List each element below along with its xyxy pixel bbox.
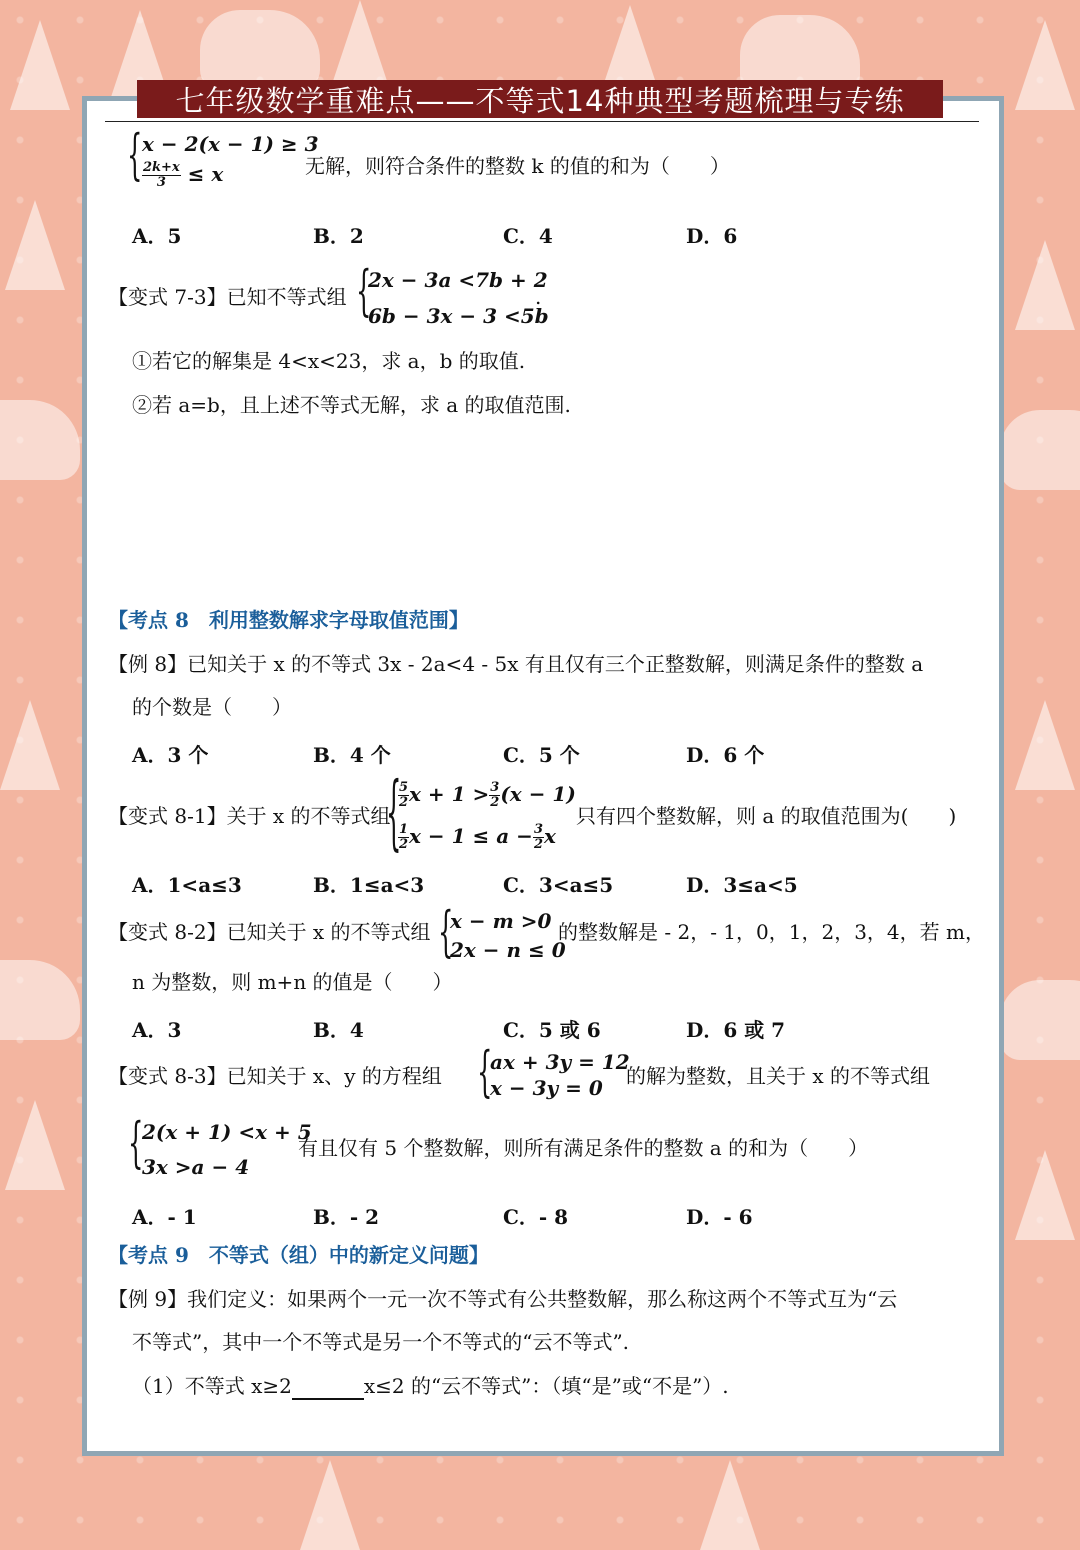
- frac-num: 1: [399, 822, 409, 837]
- ineq-rest: ≤ x: [187, 162, 224, 186]
- option-b: B．- 2: [313, 1205, 380, 1229]
- option-b: B．4 个: [313, 743, 391, 767]
- ineq-end: x: [543, 824, 556, 848]
- option-d: D．3≤a<5: [686, 873, 798, 897]
- sub-question: ①若它的解集是 4<x<23，求 a，b 的取值.: [132, 349, 526, 373]
- example-line: 【例 8】已知关于 x 的不等式 3x - 2a<4 - 5x 有且仅有三个正整数解，则满足条件的整数 a: [108, 652, 924, 676]
- tree-decoration: [330, 0, 390, 90]
- question-text: 的整数解是 - 2，- 1，0，1，2，3，4，若 m，: [558, 920, 985, 944]
- question-text: 只有四个整数解，则 a 的取值范围为( ): [576, 804, 957, 828]
- option-c: C．4: [503, 224, 553, 248]
- system-line: x − 3y = 0: [490, 1076, 603, 1100]
- option-d: D．6 个: [686, 743, 765, 767]
- option-a: A．3 个: [132, 743, 209, 767]
- option-a: A．3: [132, 1018, 182, 1042]
- system-line: [142, 160, 223, 190]
- system-line: [398, 780, 576, 810]
- example-line: 【例 9】我们定义：如果两个一元一次不等式有公共整数解，那么称这两个不等式互为“云: [108, 1287, 898, 1311]
- question-text: 有且仅有 5 个整数解，则所有满足条件的整数 a 的和为（ ）: [298, 1136, 869, 1160]
- frac-num: 3: [490, 780, 500, 795]
- option-c: C．- 8: [503, 1205, 569, 1229]
- question-text: 无解，则符合条件的整数 k 的值的和为（ ）: [305, 154, 730, 178]
- frac-num: 5: [399, 780, 409, 795]
- example-line: [132, 1372, 729, 1400]
- part-text: x≤2 的“云不等式”：（填“是”或“不是”）.: [363, 1374, 729, 1398]
- example-line: 的个数是（ ）: [132, 695, 292, 719]
- system-line: ax + 3y = 12: [490, 1050, 630, 1074]
- system-line: 2x − 3a <7b + 2: [368, 268, 548, 292]
- frac-den: 3: [156, 175, 166, 190]
- option-c: C．3<a≤5: [503, 873, 614, 897]
- tree-decoration: [1015, 240, 1075, 330]
- brace: {: [477, 1040, 493, 1103]
- frac-den: 2: [399, 837, 409, 852]
- example-line: 不等式”，其中一个不等式是另一个不等式的“云不等式”.: [132, 1330, 630, 1354]
- tree-decoration: [700, 1460, 760, 1550]
- option-d: D．6 或 7: [686, 1018, 786, 1042]
- option-c: C．5 个: [503, 743, 580, 767]
- title-rule: [105, 121, 979, 122]
- answer-blank[interactable]: [292, 1378, 364, 1400]
- moose-decoration: [0, 960, 80, 1040]
- frac-num: 2k+x: [143, 160, 180, 175]
- system-line: 6b − 3x − 3 <5b: [368, 304, 549, 328]
- ineq-end: (x − 1): [500, 782, 576, 806]
- option-b: B．2: [313, 224, 364, 248]
- frac-den: 2: [490, 795, 500, 810]
- frac-den: 2: [533, 837, 543, 852]
- question-text: 的解为整数，且关于 x 的不等式组: [626, 1064, 930, 1088]
- frac-num: 3: [533, 822, 543, 837]
- option-b: B．4: [313, 1018, 364, 1042]
- option-a: A．5: [132, 224, 182, 248]
- tree-decoration: [300, 1460, 360, 1550]
- tree-decoration: [5, 200, 65, 290]
- tree-decoration: [0, 700, 60, 790]
- tree-decoration: [1015, 1150, 1075, 1240]
- moose-decoration: [1000, 980, 1080, 1060]
- moose-decoration: [0, 400, 80, 480]
- system-line: 3x >a − 4: [142, 1155, 250, 1179]
- ineq-mid: x − 1 ≤ a −: [409, 824, 533, 848]
- option-a: A．- 1: [132, 1205, 197, 1229]
- brace: {: [128, 1111, 144, 1174]
- variant-label: 【变式 8-1】关于 x 的不等式组: [108, 804, 391, 828]
- variant-label: 【变式 8-2】已知关于 x 的不等式组: [108, 920, 431, 944]
- section-heading: 【考点 9 不等式（组）中的新定义问题】: [108, 1243, 489, 1267]
- tree-decoration: [1015, 700, 1075, 790]
- variant-label: 【变式 8-3】已知关于 x、y 的方程组: [108, 1064, 442, 1088]
- option-d: D．6: [686, 224, 738, 248]
- question-text: n 为整数，则 m+n 的值是（ ）: [132, 970, 453, 994]
- part-text: （1）不等式 x≥2: [132, 1374, 292, 1398]
- option-d: D．- 6: [686, 1205, 753, 1229]
- option-c: C．5 或 6: [503, 1018, 601, 1042]
- tree-decoration: [10, 20, 70, 110]
- sub-question: ②若 a=b，且上述不等式无解，求 a 的取值范围.: [132, 393, 571, 417]
- system-line: [398, 822, 556, 852]
- period: .: [535, 285, 542, 309]
- system-line: 2(x + 1) <x + 5: [142, 1120, 312, 1144]
- variant-label: 【变式 7-3】已知不等式组: [108, 285, 347, 309]
- tree-decoration: [1015, 20, 1075, 110]
- tree-decoration: [5, 1100, 65, 1190]
- moose-decoration: [1000, 410, 1080, 490]
- option-a: A．1<a≤3: [132, 873, 242, 897]
- brace: {: [356, 259, 372, 322]
- system-line: x − m >0: [450, 909, 552, 933]
- page-title: 七年级数学重难点——不等式14种典型考题梳理与专练: [137, 80, 943, 118]
- option-b: B．1≤a<3: [313, 873, 425, 897]
- section-heading: 【考点 8 利用整数解求字母取值范围】: [108, 608, 469, 632]
- brace: {: [438, 900, 454, 963]
- system-line: x − 2(x − 1) ≥ 3: [142, 132, 319, 156]
- brace: {: [127, 123, 143, 186]
- system-line: 2x − n ≤ 0: [450, 938, 566, 962]
- ineq-mid: x + 1 >: [409, 782, 490, 806]
- brace: {: [386, 764, 402, 859]
- frac-den: 2: [399, 795, 409, 810]
